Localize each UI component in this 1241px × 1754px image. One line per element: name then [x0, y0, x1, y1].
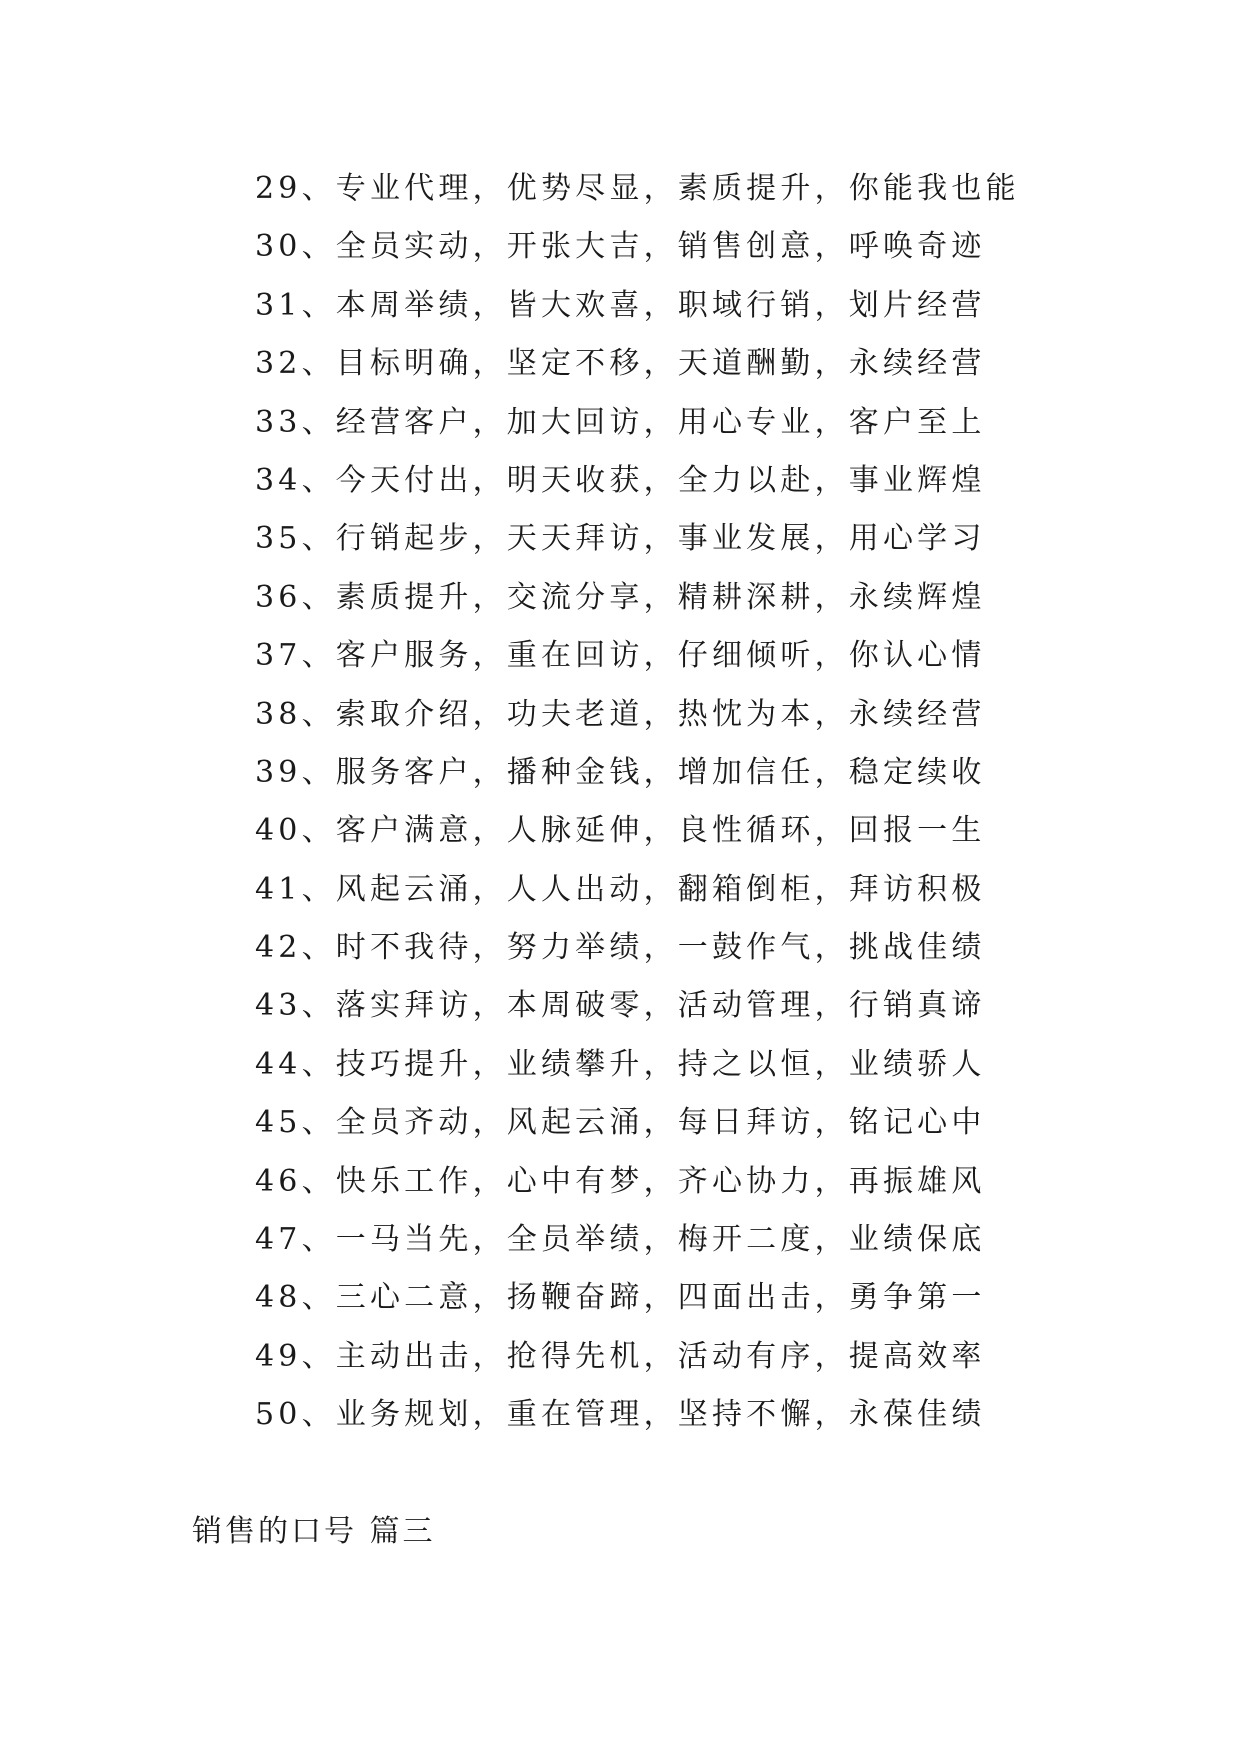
slogan-item-37: 37、客户服务，重在回访，仔细倾听，你认心情	[255, 638, 986, 674]
slogan-item-30: 30、全员实动，开张大吉，销售创意，呼唤奇迹	[255, 229, 986, 265]
slogan-list	[255, 160, 1020, 1445]
slogan-item-34: 34、今天付出，明天收获，全力以赴，事业辉煌	[255, 462, 986, 498]
slogan-item-40: 40、客户满意，人脉延伸，良性循环，回报一生	[255, 813, 986, 849]
slogan-item-36: 36、素质提升，交流分享，精耕深耕，永续辉煌	[255, 579, 986, 615]
slogan-item-44: 44、技巧提升，业绩攀升，持之以恒，业绩骄人	[255, 1046, 986, 1082]
slogan-item-32: 32、目标明确，坚定不移，天道酬勤，永续经营	[255, 346, 986, 382]
slogan-item-31: 31、本周举绩，皆大欢喜，职域行销，划片经营	[255, 287, 986, 323]
slogan-item-35: 35、行销起步，天天拜访，事业发展，用心学习	[255, 521, 986, 557]
slogan-item-50: 50、业务规划，重在管理，坚持不懈，永葆佳绩	[255, 1397, 986, 1433]
slogan-item-43: 43、落实拜访，本周破零，活动管理，行销真谛	[255, 988, 986, 1024]
slogan-item-29: 29、专业代理，优势尽显，素质提升，你能我也能	[255, 171, 1020, 206]
slogan-item-38: 38、索取介绍，功夫老道，热忱为本，永续经营	[255, 696, 986, 732]
slogan-item-33: 33、经营客户，加大回访，用心专业，客户至上	[255, 404, 986, 440]
section-heading: 销售的口号 篇三	[192, 1514, 436, 1549]
slogan-item-39: 39、服务客户，播种金钱，增加信任，稳定续收	[255, 754, 986, 790]
slogan-item-42: 42、时不我待，努力举绩，一鼓作气，挑战佳绩	[255, 930, 986, 966]
slogan-item-48: 48、三心二意，扬鞭奋蹄，四面出击，勇争第一	[255, 1280, 986, 1316]
slogan-item-46: 46、快乐工作，心中有梦，齐心协力，再振雄风	[255, 1163, 986, 1199]
slogan-item-41: 41、风起云涌，人人出动，翻箱倒柜，拜访积极	[255, 871, 986, 907]
slogan-item-47: 47、一马当先，全员举绩，梅开二度，业绩保底	[255, 1222, 986, 1258]
slogan-item-49: 49、主动出击，抢得先机，活动有序，提高效率	[255, 1338, 986, 1374]
slogan-item-45: 45、全员齐动，风起云涌，每日拜访，铭记心中	[255, 1105, 986, 1141]
